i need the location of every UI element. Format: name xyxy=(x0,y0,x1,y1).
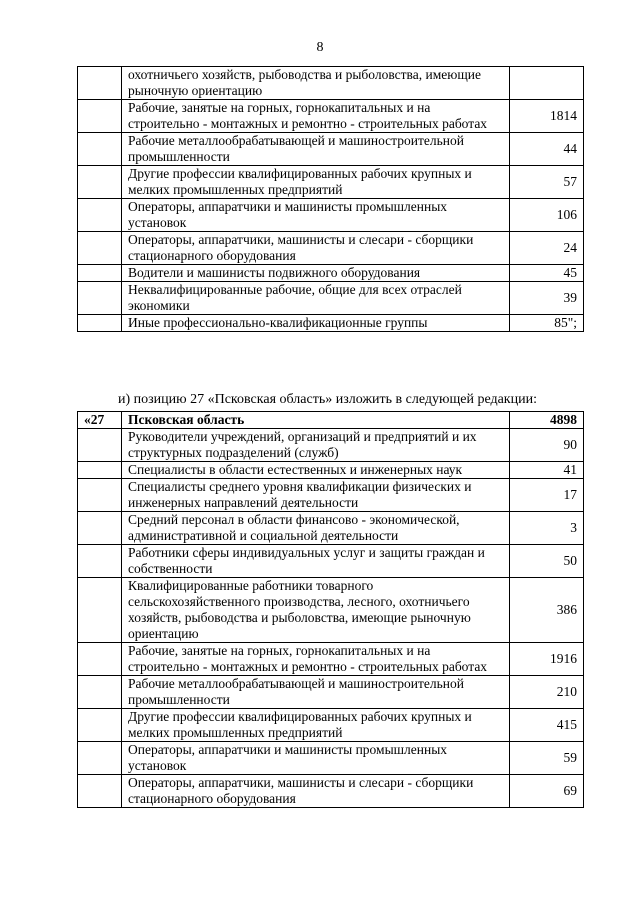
row-value-cell: 90 xyxy=(510,429,584,462)
row-value-cell xyxy=(510,67,584,100)
row-value-cell: 45 xyxy=(510,265,584,282)
row-name-cell: Псковская область xyxy=(122,412,510,429)
table-row xyxy=(78,166,584,199)
row-name-cell: Рабочие металлообрабатывающей и машиностроительной промышленности xyxy=(122,133,510,166)
table-row xyxy=(78,282,584,315)
row-value-cell: 1916 xyxy=(510,643,584,676)
row-name-cell: Иные профессионально-квалификационные группы xyxy=(122,315,510,332)
table-row xyxy=(78,545,584,578)
row-value-cell: 386 xyxy=(510,578,584,643)
row-code-cell xyxy=(78,709,122,742)
row-value-cell: 57 xyxy=(510,166,584,199)
row-value-cell: 3 xyxy=(510,512,584,545)
row-name-cell: охотничьего хозяйств, рыбоводства и рыболовства, имеющие рыночную ориентацию xyxy=(122,67,510,100)
table-row xyxy=(78,412,584,429)
row-value-cell: 210 xyxy=(510,676,584,709)
row-code-cell xyxy=(78,643,122,676)
row-name-cell: Рабочие, занятые на горных, горнокапитальных и на строительно - монтажных и ремонтно - строительных работах xyxy=(122,643,510,676)
row-code-cell xyxy=(78,315,122,332)
row-value-cell: 17 xyxy=(510,479,584,512)
row-code-cell xyxy=(78,199,122,232)
row-code-cell xyxy=(78,67,122,100)
row-name-cell: Специалисты среднего уровня квалификации физических и инженерных направлений деятельности xyxy=(122,479,510,512)
row-code-cell xyxy=(78,282,122,315)
row-value-cell: 69 xyxy=(510,775,584,808)
row-code-cell xyxy=(78,742,122,775)
table-row xyxy=(78,232,584,265)
row-code-cell xyxy=(78,462,122,479)
row-code-cell xyxy=(78,545,122,578)
row-value-cell: 24 xyxy=(510,232,584,265)
row-code-cell xyxy=(78,429,122,462)
row-value-cell: 415 xyxy=(510,709,584,742)
row-name-cell: Другие профессии квалифицированных рабочих крупных и мелких промышленных предприятий xyxy=(122,709,510,742)
row-code-cell xyxy=(78,512,122,545)
table-row xyxy=(78,199,584,232)
row-code-cell xyxy=(78,265,122,282)
table-row xyxy=(78,315,584,332)
amendment-instruction: и) позицию 27 «Псковская область» изложить в следующей редакции: xyxy=(118,392,537,407)
row-value-cell: 1814 xyxy=(510,100,584,133)
row-name-cell: Неквалифицированные рабочие, общие для всех отраслей экономики xyxy=(122,282,510,315)
row-name-cell: Операторы, аппаратчики, машинисты и слесари - сборщики стационарного оборудования xyxy=(122,232,510,265)
row-value-cell: 59 xyxy=(510,742,584,775)
row-value-cell: 41 xyxy=(510,462,584,479)
page-number: 8 xyxy=(316,40,324,55)
row-value-cell: 50 xyxy=(510,545,584,578)
table-row xyxy=(78,100,584,133)
row-value-cell: 106 xyxy=(510,199,584,232)
row-name-cell: Средний персонал в области финансово - экономической, административной и социальной деятельности xyxy=(122,512,510,545)
row-code-cell xyxy=(78,232,122,265)
row-name-cell: Руководители учреждений, организаций и предприятий и их структурных подразделений (служб) xyxy=(122,429,510,462)
row-name-cell: Специалисты в области естественных и инженерных наук xyxy=(122,462,510,479)
row-name-cell: Операторы, аппаратчики и машинисты промышленных установок xyxy=(122,742,510,775)
row-name-cell: Операторы, аппаратчики, машинисты и слесари - сборщики стационарного оборудования xyxy=(122,775,510,808)
table-row xyxy=(78,676,584,709)
table-continuation xyxy=(77,66,584,332)
row-value-cell: 85"; xyxy=(510,315,584,332)
table-row xyxy=(78,709,584,742)
row-code-cell xyxy=(78,578,122,643)
table-row xyxy=(78,265,584,282)
table-row xyxy=(78,578,584,643)
table-row xyxy=(78,462,584,479)
table-pskov-region xyxy=(77,411,584,808)
row-code-cell xyxy=(78,133,122,166)
row-code-cell xyxy=(78,676,122,709)
table-row xyxy=(78,643,584,676)
row-code-cell xyxy=(78,166,122,199)
row-code-cell xyxy=(78,775,122,808)
table-row xyxy=(78,775,584,808)
table-row xyxy=(78,67,584,100)
table-row xyxy=(78,742,584,775)
row-value-cell: 4898 xyxy=(510,412,584,429)
row-name-cell: Квалифицированные работники товарного сельскохозяйственного производства, лесного, охотничьего хозяйств, рыбоводства и рыболовства, имеющие рыночную ориентацию xyxy=(122,578,510,643)
row-code-cell: «27 xyxy=(78,412,122,429)
row-code-cell xyxy=(78,479,122,512)
row-value-cell: 44 xyxy=(510,133,584,166)
row-code-cell xyxy=(78,100,122,133)
row-name-cell: Рабочие, занятые на горных, горнокапитальных и на строительно - монтажных и ремонтно - строительных работах xyxy=(122,100,510,133)
table-row xyxy=(78,429,584,462)
row-value-cell: 39 xyxy=(510,282,584,315)
row-name-cell: Операторы, аппаратчики и машинисты промышленных установок xyxy=(122,199,510,232)
table-row xyxy=(78,479,584,512)
table-row xyxy=(78,133,584,166)
row-name-cell: Рабочие металлообрабатывающей и машиностроительной промышленности xyxy=(122,676,510,709)
row-name-cell: Другие профессии квалифицированных рабочих крупных и мелких промышленных предприятий xyxy=(122,166,510,199)
table-row xyxy=(78,512,584,545)
row-name-cell: Водители и машинисты подвижного оборудования xyxy=(122,265,510,282)
row-name-cell: Работники сферы индивидуальных услуг и защиты граждан и собственности xyxy=(122,545,510,578)
